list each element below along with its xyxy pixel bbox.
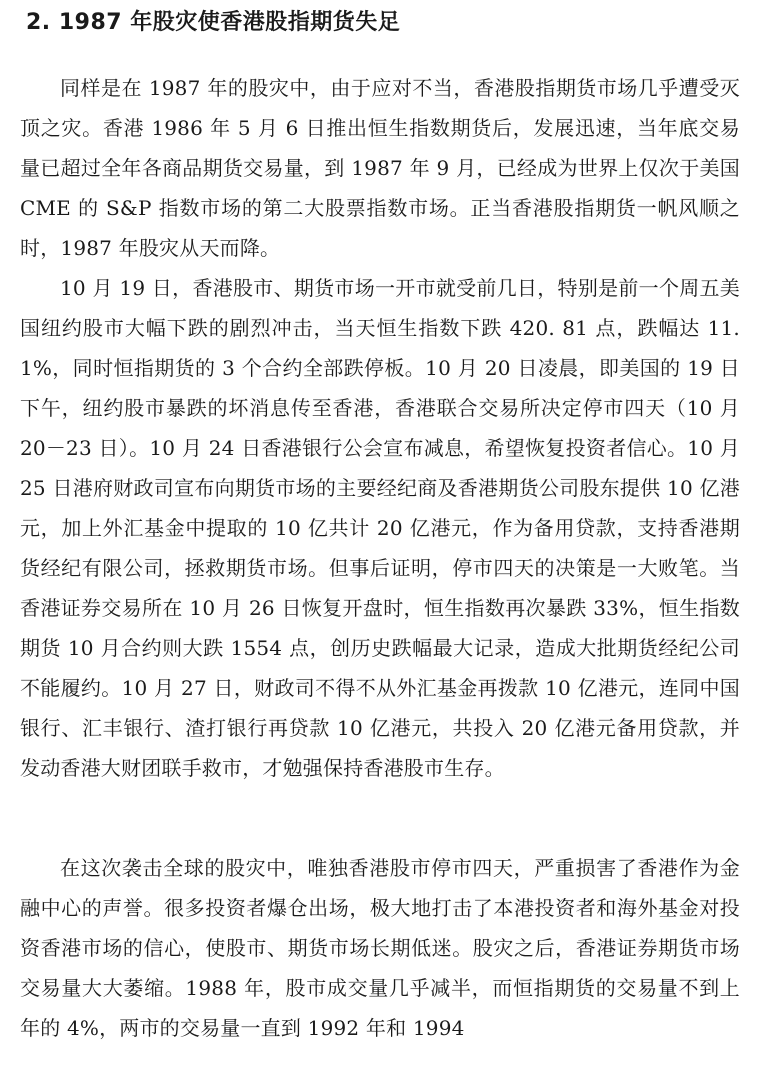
paragraph: 在这次袭击全球的股灾中，唯独香港股市停市四天，严重损害了香港作为金融中心的声誉。很多投资者爆仓出场，极大地打击了本港投资者和海外基金对投资香港市场的信心，使股市、期货市场长期低迷。股灾之后，香港证券期货市场交易量大大萎缩。1988 年，股市成交量几乎减半，而恒指期货的交易量不到上年的 4%，两市的交易量一直到 1992 年和 1994: [20, 856, 740, 1040]
paragraph: 同样是在 1987 年的股灾中，由于应对不当，香港股指期货市场几乎遭受灭顶之灾。香港 1986 年 5 月 6 日推出恒生指数期货后，发展迅速，当年底交易量已超过全年各商品期货交易量，到 1987 年 9 月，已经成为世界上仅次于美国 CME 的 S&P 指数市场的第二大股票指数市场。正当香港股指期货一帆风顺之时，1987 年股灾从天而降。: [20, 76, 740, 260]
section-heading: 2. 1987 年股灾使香港股指期货失足: [26, 10, 401, 35]
paragraph: 10 月 19 日，香港股市、期货市场一开市就受前几日，特别是前一个周五美国纽约股市大幅下跌的剧烈冲击，当天恒生指数下跌 420. 81 点，跌幅达 11. 1%，同时恒指期货的 3 个合约全部跌停板。10 月 20 日凌晨，即美国的 19 日下午，纽约股市暴跌的坏消息传至香港，香港联合交易所决定停市四天（10 月 20－23 日）。10 月 24 日香港银行公会宣布减息，希望恢复投资者信心。10 月 25 日港府财政司宣布向期货市场的主要经纪商及香港期货公司股东提供 10 亿港元，加上外汇基金中提取的 10 亿共计 20 亿港元，作为备用贷款，支持香港期货经纪有限公司，拯救期货市场。但事后证明，停市四天的决策是一大败笔。当香港证券交易所在 10 月 26 日恢复开盘时，恒生指数再次暴跌 33%，恒生指数期货 10 月合约则大跌 1554 点，创历史跌幅最大记录，造成大批期货经纪公司不能履约。10 月 27 日，财政司不得不从外汇基金再拨款 10 亿港元，连同中国银行、汇丰银行、渣打银行再贷款 10 亿港元，共投入 20 亿港元备用贷款，并发动香港大财团联手救市，才勉强保持香港股市生存。: [20, 276, 740, 780]
